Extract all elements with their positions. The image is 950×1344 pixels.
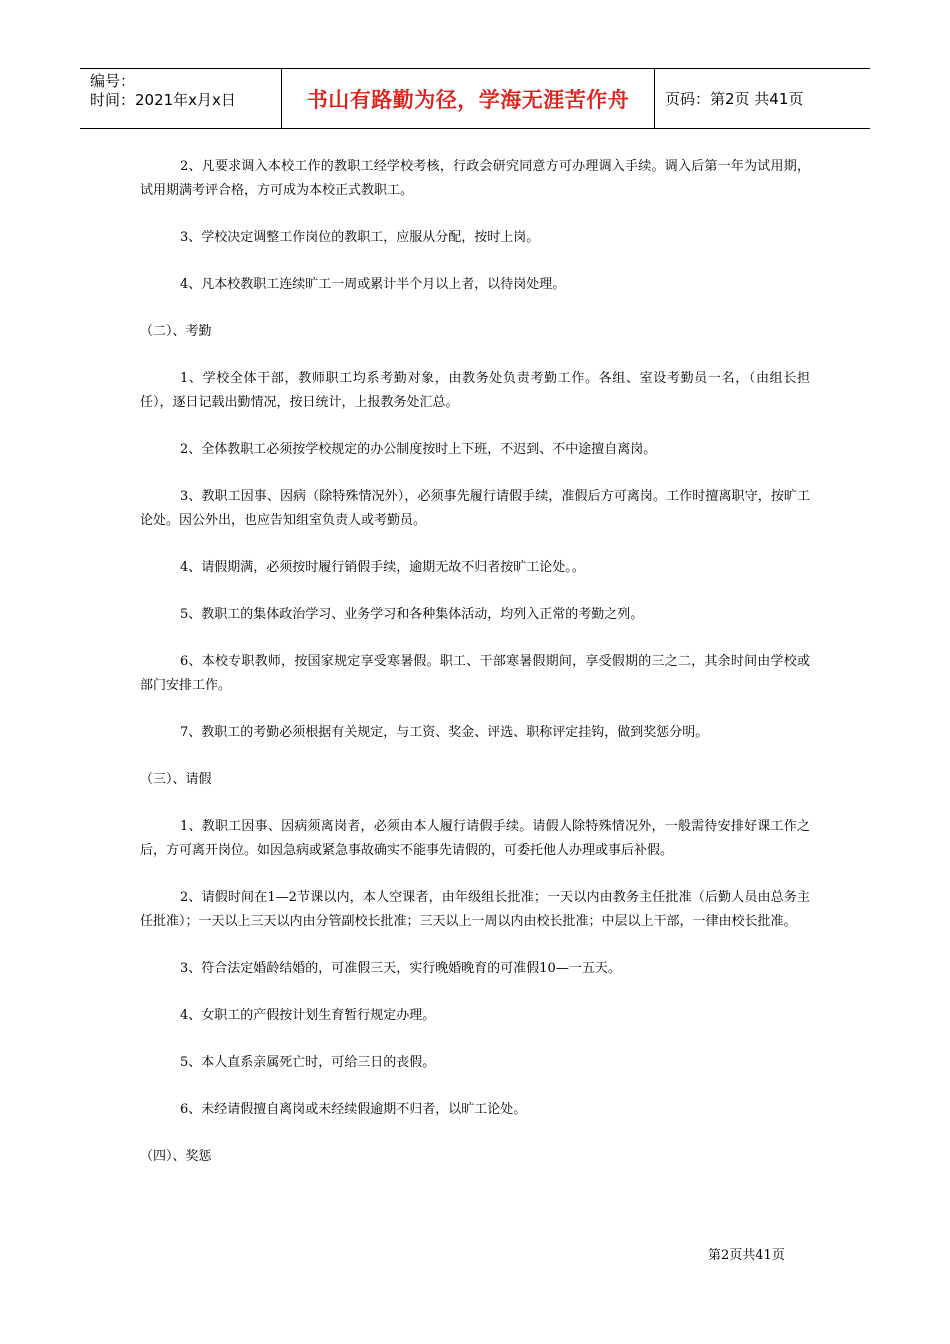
paragraph: 7、教职工的考勤必须根据有关规定，与工资、奖金、评选、职称评定挂钩，做到奖惩分明。 [180,725,709,740]
paragraph: 2、请假时间在1—2节课以内，本人空课者，由年级组长批准；一天以内由教务主任批准（后勤人员由总务主任批准）；一天以上三天以内由分管副校长批准；三天以上一周以内由校长批准；中层以上干部，一律由校长批准。 [140,890,810,929]
section-heading: （三）、请假 [140,772,212,787]
document-body [140,155,810,1192]
document-date: 时间：2021年x月x日 [90,91,236,109]
header-meta [80,69,282,128]
document-number-label: 编号： [90,72,136,90]
header-page-info: 页码：第2页 共41页 [665,90,804,108]
paragraph: 1、教职工因事、因病须离岗者，必须由本人履行请假手续。请假人除特殊情况外，一般需待安排好课工作之后，方可离开岗位。如因急病或紧急事故确实不能事先请假的，可委托他人办理或事后补假。 [140,819,810,858]
paragraph: 5、教职工的集体政治学习、业务学习和各种集体活动，均列入正常的考勤之列。 [180,607,644,622]
paragraph: 3、教职工因事、因病（除特殊情况外），必须事先履行请假手续，准假后方可离岗。工作时擅离职守，按旷工论处。因公外出，也应告知组室负责人或考勤员。 [140,489,810,528]
header-motto: 书山有路勤为径，学海无涯苦作舟 [282,69,655,128]
page-footer: 第2页共41页 [708,1248,785,1263]
paragraph: 4、请假期满，必须按时履行销假手续，逾期无故不归者按旷工论处。。 [180,560,585,575]
section-heading: （二）、考勤 [140,324,212,339]
paragraph: 4、女职工的产假按计划生育暂行规定办理。 [180,1008,436,1023]
paragraph: 3、学校决定调整工作岗位的教职工，应服从分配，按时上岗。 [180,230,540,245]
paragraph: 4、凡本校教职工连续旷工一周或累计半个月以上者，以待岗处理。 [180,277,566,292]
paragraph: 6、未经请假擅自离岗或未经续假逾期不归者，以旷工论处。 [180,1102,527,1117]
paragraph: 6、本校专职教师，按国家规定享受寒暑假。职工、干部寒暑假期间，享受假期的三之二，其余时间由学校或部门安排工作。 [140,654,810,693]
paragraph: 2、凡要求调入本校工作的教职工经学校考核，行政会研究同意方可办理调入手续。调入后第一年为试用期，试用期满考评合格，方可成为本校正式教职工。 [140,159,810,198]
page-header [80,68,870,129]
paragraph: 2、全体教职工必须按学校规定的办公制度按时上下班，不迟到、不中途擅自离岗。 [180,442,657,457]
section-heading: （四）、奖惩 [140,1149,212,1164]
paragraph: 1、学校全体干部，教师职工均系考勤对象，由教务处负责考勤工作。各组、室设考勤员一名，（由组长担任），逐日记载出勤情况，按日统计，上报教务处汇总。 [140,371,810,410]
paragraph: 3、符合法定婚龄结婚的，可准假三天，实行晚婚晚育的可准假10—一五天。 [180,961,621,976]
paragraph: 5、本人直系亲属死亡时，可给三日的丧假。 [180,1055,436,1070]
